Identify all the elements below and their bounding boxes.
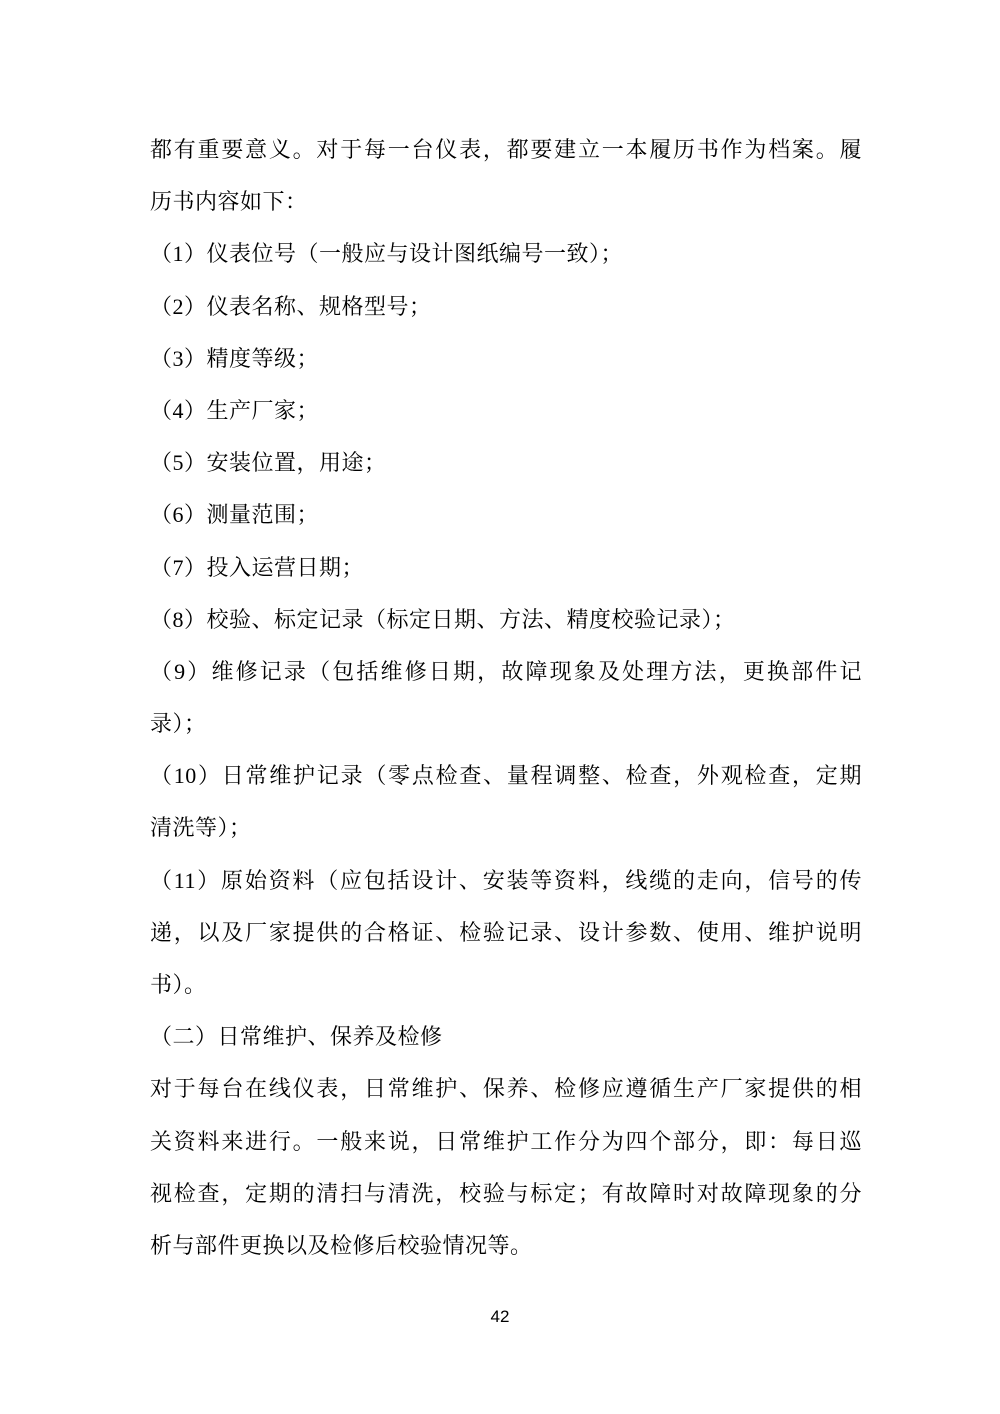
text-line: 对于每台在线仪表，日常维护、保养、检修应遵循生产厂家提供的相 xyxy=(150,1076,862,1102)
list-item-6: （6）测量范围； xyxy=(150,502,320,528)
text-line: 都有重要意义。对于每一台仪表，都要建立一本履历书作为档案。履 xyxy=(150,137,862,162)
list-item-3: （3）精度等级； xyxy=(150,345,320,371)
text-line: 录）； xyxy=(150,711,207,737)
page-number: 42 xyxy=(490,1307,510,1326)
text-line: 关资料来进行。一般来说，日常维护工作分为四个部分，即：每日巡 xyxy=(150,1128,862,1154)
list-item-2: （2）仪表名称、规格型号； xyxy=(150,293,432,319)
list-item-8: （8）校验、标定记录（标定日期、方法、精度校验记录）； xyxy=(150,606,736,632)
list-item-9: （9）维修记录（包括维修日期，故障现象及处理方法，更换部件记 xyxy=(150,658,862,684)
text-line: 历书内容如下： xyxy=(150,189,308,215)
text-line: 递，以及厂家提供的合格证、检验记录、设计参数、使用、维护说明 xyxy=(150,919,862,945)
list-item-10: （10）日常维护记录（零点检查、量程调整、检查，外观检查，定期 xyxy=(150,763,862,789)
text-line: 析与部件更换以及检修后校验情况等。 xyxy=(150,1232,533,1258)
section-heading: （二）日常维护、保养及检修 xyxy=(150,1024,443,1050)
text-line: 清洗等）； xyxy=(150,815,252,841)
list-item-5: （5）安装位置，用途； xyxy=(150,450,387,476)
text-line: 视检查，定期的清扫与清洗，校验与标定；有故障时对故障现象的分 xyxy=(150,1180,862,1206)
list-item-4: （4）生产厂家； xyxy=(150,397,320,423)
text-line: 书）。 xyxy=(150,972,207,997)
list-item-7: （7）投入运营日期； xyxy=(150,554,365,580)
list-item-1: （1）仪表位号（一般应与设计图纸编号一致）； xyxy=(150,241,624,267)
document-body xyxy=(150,124,862,1272)
list-item-11: （11）原始资料（应包括设计、安装等资料，线缆的走向，信号的传 xyxy=(150,867,862,893)
